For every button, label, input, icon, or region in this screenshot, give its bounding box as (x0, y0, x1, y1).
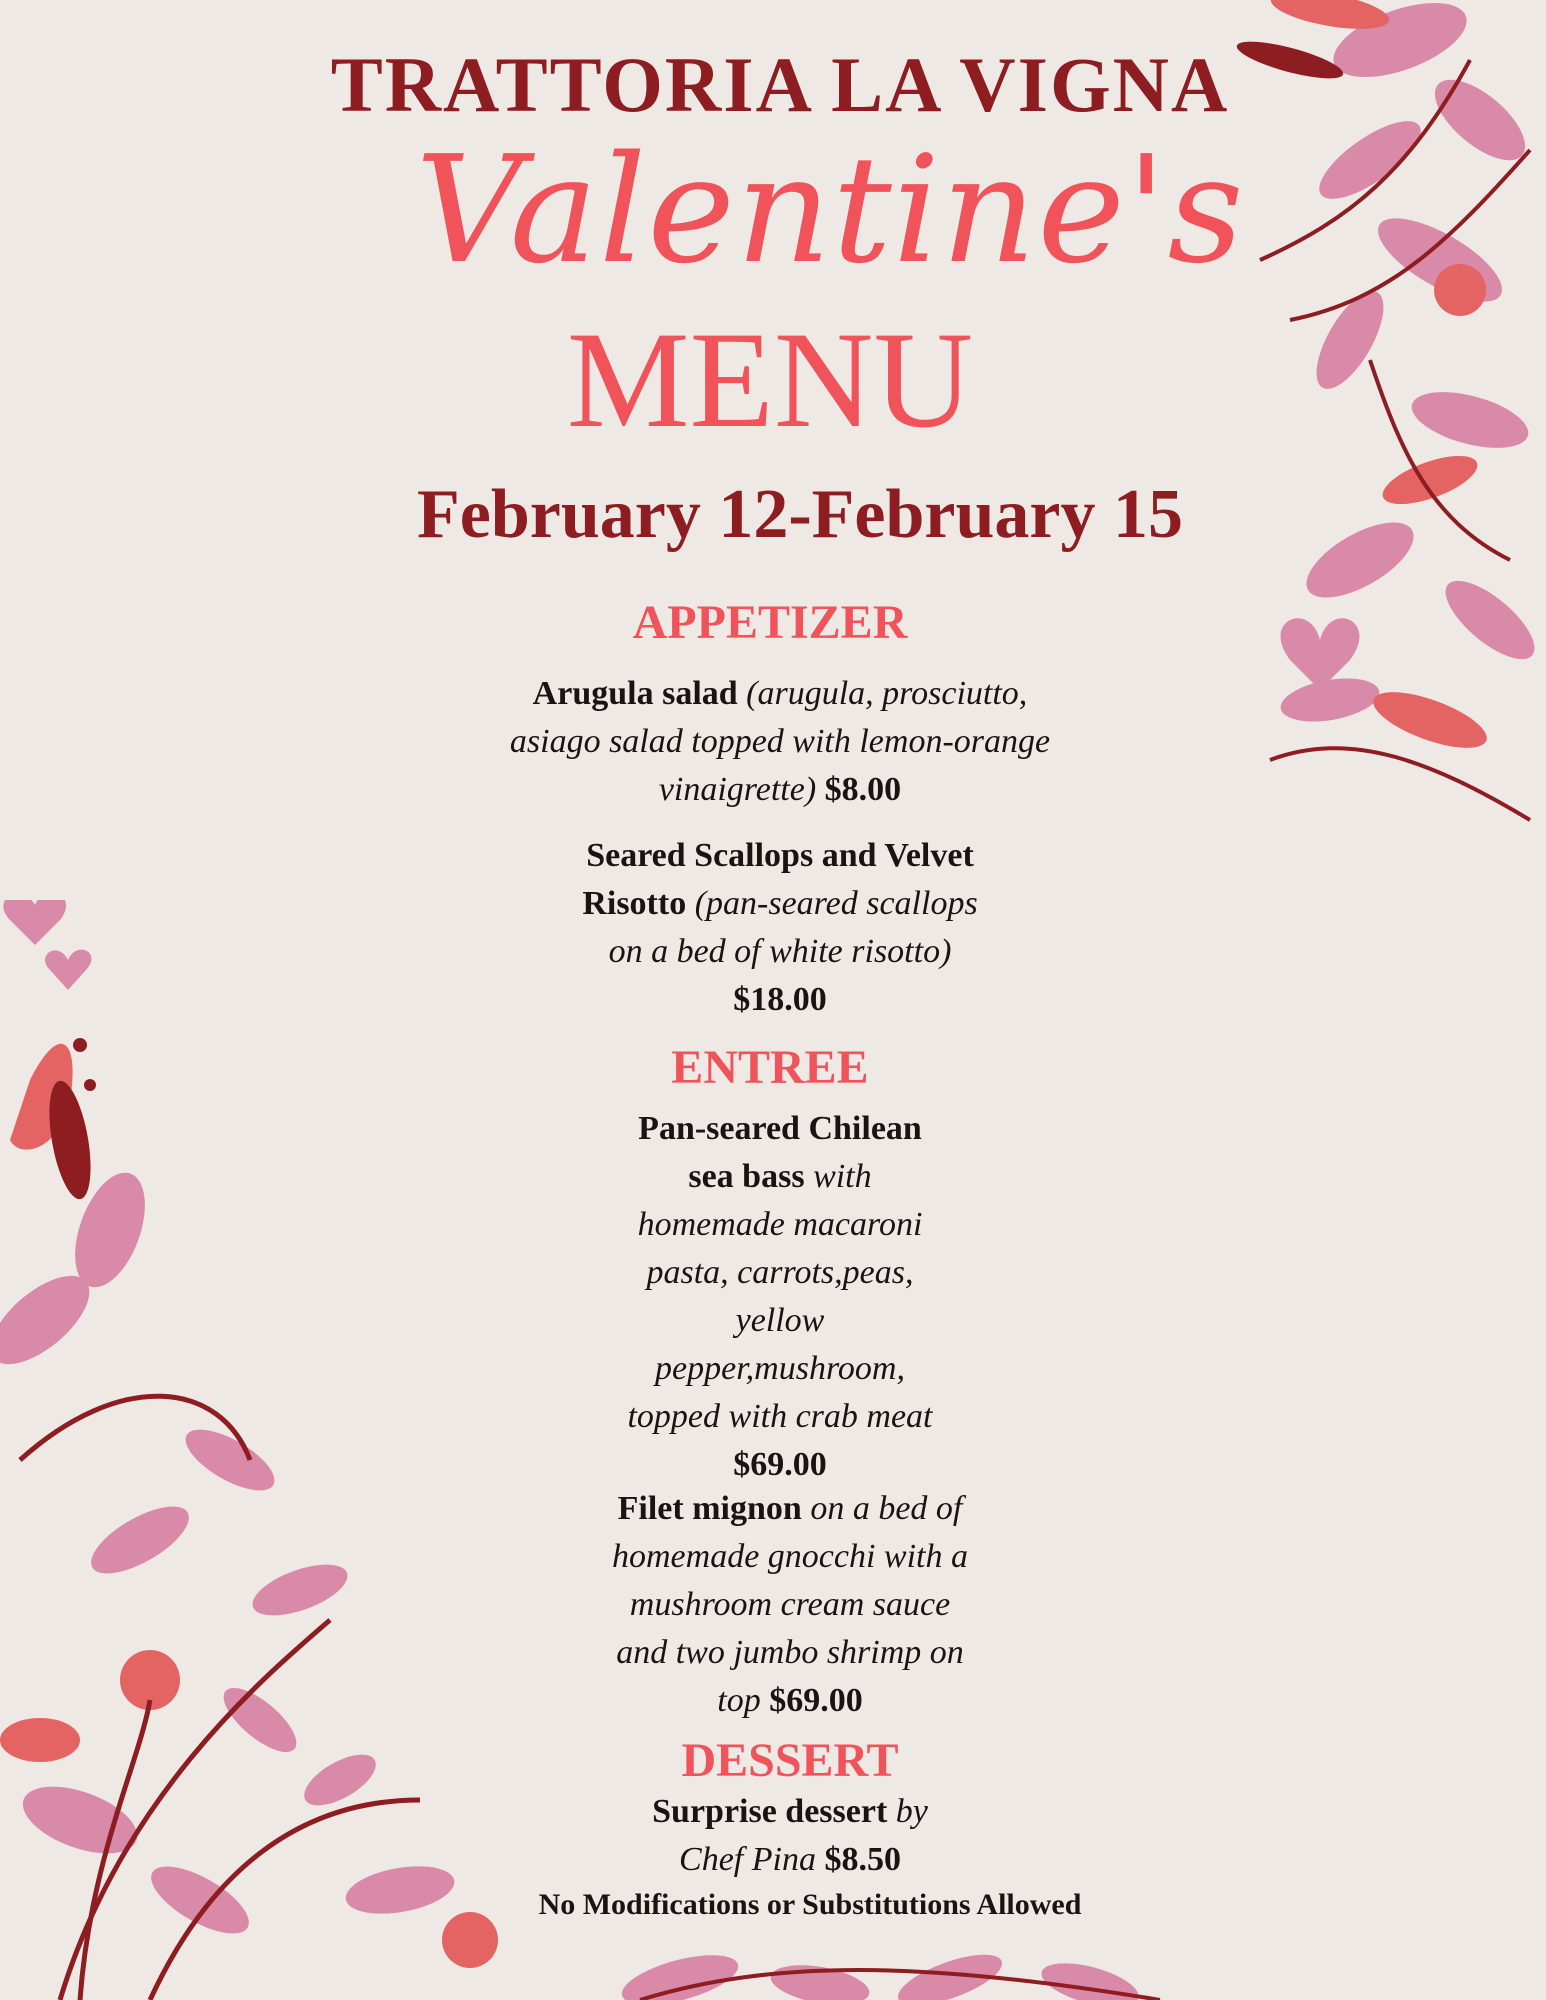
item-description: on a bed of homemade gnocchi with a mushroom cream sauce and two jumbo shrimp on top (612, 1490, 968, 1719)
valentines-script-title: Valentine's (415, 124, 1245, 296)
restaurant-name: TRATTORIA LA VIGNA (330, 41, 1230, 128)
section-title-entree: ENTREE (671, 1041, 869, 1094)
item-description: (arugula, prosciutto, asiago salad topped with lemon-orange vinaigrette) (509, 675, 1051, 808)
menu-item-arugula-salad (500, 670, 1060, 814)
item-price: $69.00 (733, 1446, 827, 1483)
item-name: Filet mignon (617, 1490, 802, 1527)
item-price: $18.00 (733, 981, 827, 1018)
footer-note: No Modifications or Substitutions Allowed (538, 1888, 1082, 1921)
item-price: $8.00 (824, 771, 902, 808)
item-price: $69.00 (769, 1682, 863, 1719)
item-name: Arugula salad (532, 675, 738, 712)
menu-item-filet-mignon (610, 1485, 970, 1725)
menu-title: MENU (566, 303, 974, 456)
event-dates: February 12-February 15 (417, 476, 1183, 553)
item-description: (pan-seared scallops on a bed of white risotto) (608, 885, 978, 970)
section-title-appetizer: APPETIZER (632, 596, 908, 649)
item-price: $8.50 (824, 1841, 901, 1878)
item-name: Pan-seared Chilean sea bass (638, 1110, 922, 1195)
item-name: Surprise dessert (652, 1793, 888, 1830)
item-description: by Chef Pina (679, 1793, 928, 1878)
menu-item-chilean-sea-bass (615, 1105, 945, 1489)
section-title-dessert: DESSERT (681, 1734, 899, 1787)
item-description: with homemade macaroni pasta, carrots,peas, yellow pepper,mushroom, topped with crab meat (627, 1158, 933, 1435)
item-name: Seared Scallops and Velvet Risotto (582, 837, 974, 922)
menu-item-seared-scallops (570, 832, 990, 1024)
menu-item-surprise-dessert (620, 1788, 960, 1884)
